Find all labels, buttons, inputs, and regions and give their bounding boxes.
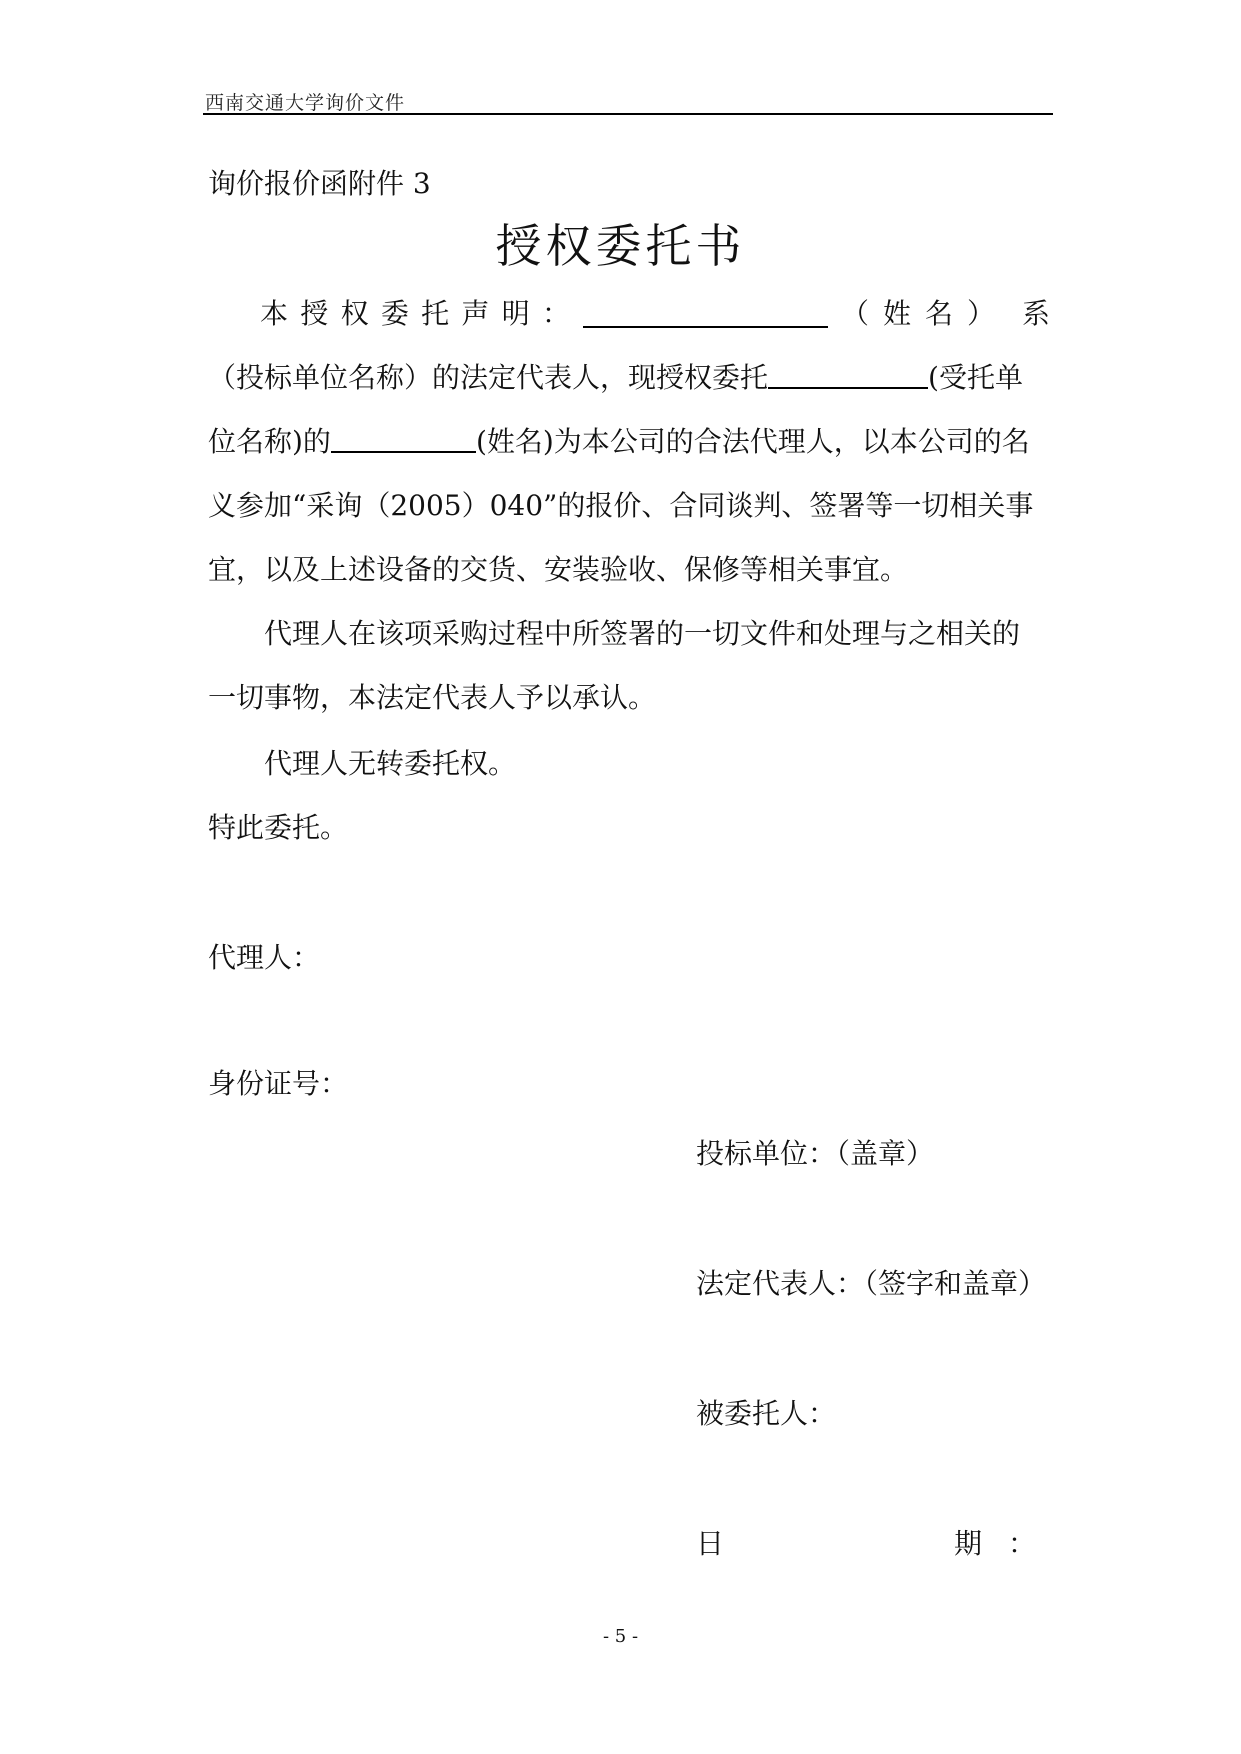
date-colon: ： (1007, 1527, 1036, 1560)
para1-line5: 宜，以及上述设备的交货、安装验收、保修等相关事宜。 (208, 553, 909, 586)
char: 权 (340, 297, 369, 330)
char: 声 (461, 297, 490, 330)
bidder-seal-label: 投标单位：（盖章） (696, 1137, 935, 1170)
char: 授 (300, 297, 329, 330)
para2-line1: 代理人在该项采购过程中所签署的一切文件和处理与之相关的 (264, 617, 1021, 650)
running-header: 西南交通大学询价文件 (205, 92, 406, 114)
char: 委 (380, 297, 409, 330)
date-char-qi: 期 (953, 1527, 982, 1560)
trustee-label: 被委托人： (696, 1397, 837, 1430)
para1-line1 (260, 296, 1050, 332)
date-char-ri: 日 (696, 1527, 725, 1560)
id-number-label: 身份证号： (208, 1067, 349, 1100)
date-right (954, 1526, 1036, 1562)
xi-char: 系 (1021, 297, 1050, 330)
para3: 代理人无转委托权。 (264, 747, 517, 780)
name-hint: （姓名） (840, 297, 1009, 330)
para2-line2: 一切事物，本法定代表人予以承认。 (208, 681, 657, 714)
agent-label: 代理人： (208, 941, 321, 974)
name-blank[interactable] (583, 300, 828, 328)
para1-line3 (208, 424, 1030, 460)
char: 托 (421, 297, 450, 330)
text: (姓名)为本公司的合法代理人，以本公司的名 (475, 425, 1030, 458)
para1-line4: 义参加“采询（2005）040”的报价、合同谈判、签署等一切相关事 (208, 489, 1034, 522)
char: ： (541, 297, 570, 330)
closing-text: 特此委托。 (208, 811, 349, 844)
trustee-unit-blank[interactable] (768, 361, 928, 389)
page-number: - 5 - (602, 1626, 639, 1647)
date-row (696, 1526, 1036, 1562)
legal-rep-signature-label: 法定代表人：（签字和盖章） (696, 1267, 1047, 1300)
text: 位名称)的 (208, 425, 331, 458)
header-rule (203, 113, 1053, 115)
char: 本 (260, 297, 289, 330)
declaration-prefix (260, 296, 570, 332)
text: （投标单位名称）的法定代表人，现授权委托 (208, 361, 769, 394)
attachment-label: 询价报价函附件 3 (208, 167, 431, 200)
document-title: 授权委托书 (495, 219, 746, 273)
text: (受托单 (928, 361, 1023, 394)
para1-line2 (208, 360, 1023, 396)
char: 明 (501, 297, 530, 330)
agent-name-blank[interactable] (331, 425, 476, 453)
